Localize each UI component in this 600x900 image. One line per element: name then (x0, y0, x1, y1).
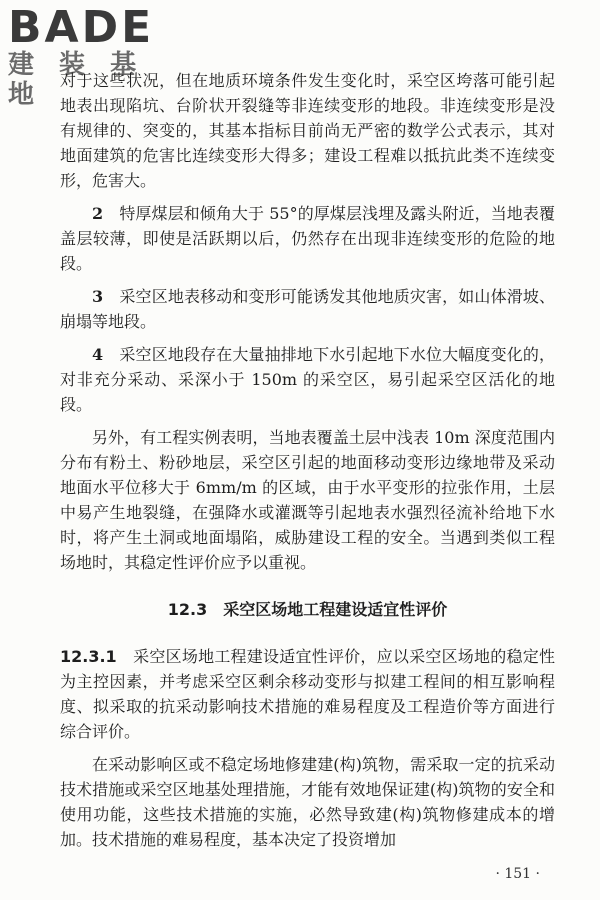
page-content (60, 68, 555, 852)
clause-number: 12.3.1 (60, 647, 117, 666)
item-number: 4 (92, 345, 104, 364)
section-title: 12.3 采空区场地工程建设适宜性评价 (167, 600, 448, 619)
paragraph-intro: 对于这些状况，但在地质环境条件发生变化时，采空区垮落可能引起地表出现陷坑、台阶状开裂缝等非连续变形的地段。非连续变形是没有规律的、突变的，其基本指标目前尚无严密的数学公式表示，其对地面建筑的危害比连续变形大得多；建设工程难以抵抗此类不连续变形，危害大。 (60, 71, 555, 190)
list-item-3 (60, 284, 555, 334)
list-item-2 (60, 201, 555, 276)
item-number: 3 (92, 287, 104, 306)
clause-12-3-1 (60, 644, 555, 744)
paragraph-other: 另外，有工程实例表明，当地表覆盖土层中浅表 10m 深度范围内分布有粉土、粉砂地层，采空区引起的地面移动变形边缘地带及采动地面水平位移大于 6mm/m 的区域，由于水平变形的拉张作用，土层中易产生地裂缝，在强降水或灌溉等引起地表水强烈径流补给地下水时，将产生土洞或地面塌陷，威胁建设工程的安全。当遇到类似工程场地时，其稳定性评价应予以重视。 (60, 428, 555, 572)
page-number: · 151 · (495, 866, 540, 882)
item-text: 采空区地段存在大量抽排地下水引起地下水位大幅度变化的，对非充分采动、采深小于 150m 的采空区，易引起采空区活化的地段。 (60, 345, 555, 414)
item-number: 2 (92, 204, 104, 223)
item-text: 特厚煤层和倾角大于 55°的厚煤层浅埋及露头附近，当地表覆盖层较薄，即使是活跃期以后，仍然存在出现非连续变形的危险的地段。 (60, 204, 555, 273)
paragraph-last: 在采动影响区或不稳定场地修建建(构)筑物，需采取一定的抗采动技术措施或采空区地基处理措施，才能有效地保证建(构)筑物的安全和使用功能，这些技术措施的实施，必然导致建(构)筑物修建成本的增加。技术措施的难易程度，基本决定了投资增加 (60, 755, 555, 849)
logo-brand: BADE (8, 2, 155, 53)
logo-subtitle: 建 装 基 地 (8, 50, 145, 110)
item-text: 采空区地表移动和变形可能诱发其他地质灾害，如山体滑坡、崩塌等地段。 (60, 287, 555, 331)
list-item-4 (60, 342, 555, 417)
clause-text: 采空区场地工程建设适宜性评价，应以采空区场地的稳定性为主控因素，并考虑采空区剩余移动变形与拟建工程间的相互影响程度、拟采取的抗采动影响技术措施的难易程度及工程造价等方面进行综合评价。 (60, 647, 555, 741)
